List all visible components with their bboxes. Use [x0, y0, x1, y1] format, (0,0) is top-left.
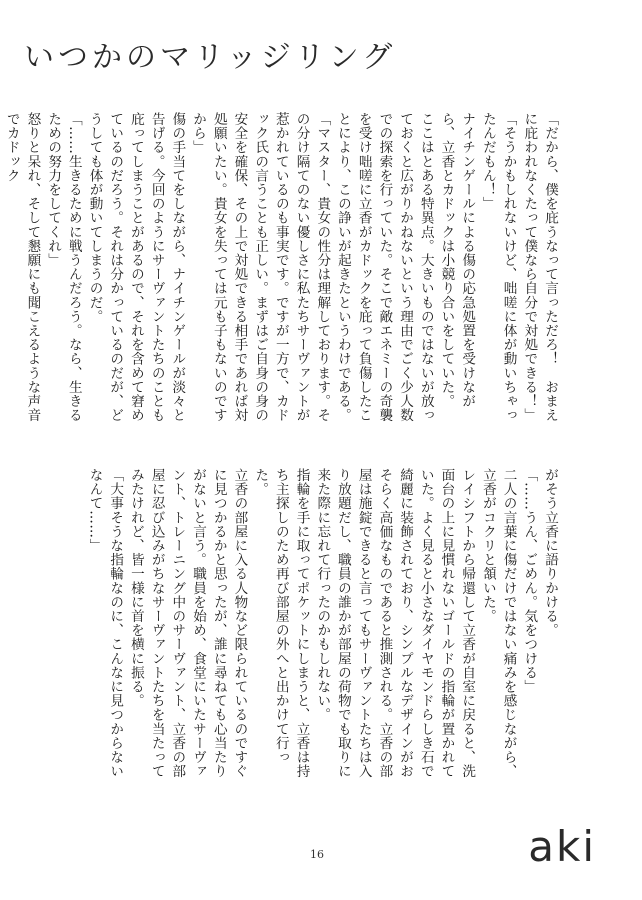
text-block-top — [3, 112, 560, 424]
paragraph: 指輪を手に取ってポケットにしまうと、立香は持ち主探しのため再び部屋の外へと出かけて行った。 — [252, 468, 310, 779]
paragraph: 「そうかもしれないけど、咄嗟に体が動いちゃったんだもん！」 — [479, 112, 517, 423]
paragraph: 「だから、僕を庇うなって言っただろ！ おまえに庇われなくたって僕なら自分で対処できる！」 — [521, 112, 558, 423]
author-signature: aki — [528, 822, 596, 871]
paragraph: 「大事そうな指輪なのに、こんなに見つからないなんて……」 — [86, 468, 124, 779]
paragraph: ナイチンゲールによる傷の応急処置を受けながら、立香とカドックは小競り合いをしていた。 — [438, 112, 476, 409]
paragraph: 「マスター、貴女の性分は理解しております。その分け隔てのない優しさに私たちサーヴァントが惹かれているのも事実です。ですが一方で、カドック氏の言うことも正しい。まずはご自身の身の安全を確保、その上で対処できる相手であれば対処願いたい。貴女を失っては元も子もないのですから」 — [190, 112, 331, 423]
paragraph: 怒りと呆れ、そして懇願にも聞こえるような声音でカドック — [3, 112, 41, 423]
paragraph: ここはとある特異点。大きいものではないが放っておくと広がりかねないという理由でごく少人数での探索を行っていた。そこで敵エネミーの奇襲を受け咄嗟に立香がカドックを庇って負傷したことにより、この諍いが起きたというわけである。 — [334, 112, 434, 423]
paragraph: レイシフトから帰還して立香が自室に戻ると、洗面台の上に見慣れないゴールドの指輪が置かれていた。よく見ると小さなダイヤモンドらしき石で綺麗に装飾されており、シンプルなデザインがおそらく高価なものであると推測される。立香の部屋は施錠できると言ってもサーヴァントたちは入り放題だし、職員の誰かが部屋の荷物でも取りに来た際に忘れて行ったのかもしれない。 — [314, 468, 476, 779]
text-block-bottom — [86, 468, 560, 788]
page-number: 16 — [310, 848, 324, 861]
paragraph: 立香の部屋に入る人物など限られているのですぐに見つかるかと思ったが、誰に尋ねても心当たりがないと言う。職員を始め、食堂にいたサーヴァント、トレーニング中のサーヴァント、立香の部屋に忍び込みがちなサーヴァントたちを当たってみたけれど、皆一様に首を横に振る。 — [127, 468, 248, 779]
paragraph: 傷の手当てをしながら、ナイチンゲールが淡々と告げる。今回のようにサーヴァントたちのことも庇ってしまうことがあるので、それを含めて窘めているのだろう。それは分かっているのだが、どうしても体が動いてしまうのだ。 — [86, 112, 186, 423]
paragraph: がそう立香に語りかける。 — [542, 468, 558, 638]
paragraph: 二人の言葉に傷だけではない痛みを感じながら、立香がコクリと頷いた。 — [479, 468, 517, 779]
paragraph: 「……生きるために戦うんだろう。なら、生きるための努力をしてくれ」 — [45, 112, 82, 423]
story-title: いつかのマリッジリング — [24, 40, 397, 75]
paragraph: 「……うん、ごめん。気をつける」 — [521, 468, 538, 694]
